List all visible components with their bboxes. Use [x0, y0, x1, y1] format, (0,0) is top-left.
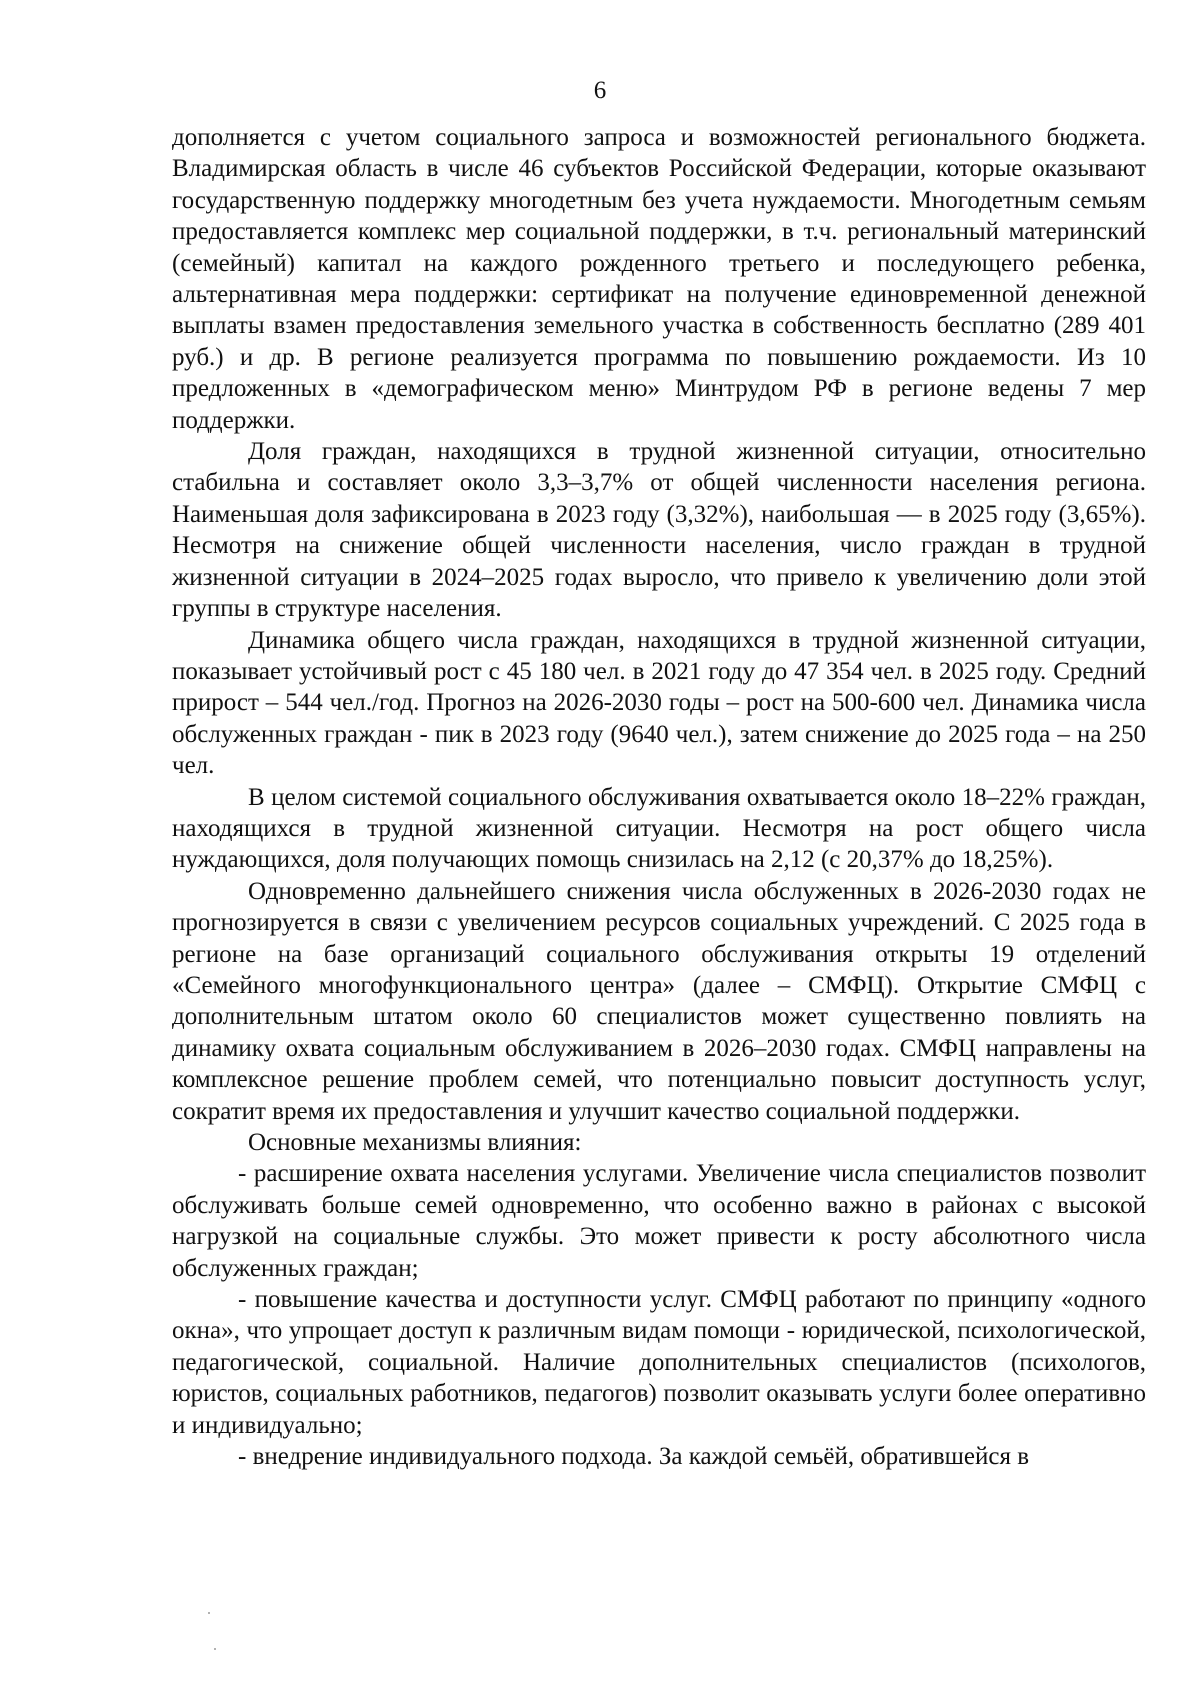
paragraph-1: дополняется с учетом социального запроса и возможностей регионального бюджета. Владимирская область в числе 46 субъектов Российской Федерации, которые оказывают государственную поддержку многодетным без учета нуждаемости. Многодетным семьям предоставляется комплекс мер социальной поддержки, в т.ч. региональный материнский (семейный) капитал на каждого рожденного третьего и последующего ребенка, альтернативная мера поддержки: сертификат на получение единовременной денежной выплаты взамен предоставления земельного участка в собственность бесплатно (289 401 руб.) и др. В регионе реализуется программа по повышению рождаемости. Из 10 предложенных в «демографическом меню» Минтрудом РФ в регионе ведены 7 мер поддержки. [172, 124, 1146, 434]
document-body [172, 122, 1146, 1472]
mechanism-item-1: - расширение охвата населения услугами. Увеличение числа специалистов позволит обслуживать больше семей одновременно, что особенно важно в районах с высокой нагрузкой на социальные службы. Это может привести к росту абсолютного числа обслуженных граждан; [172, 1160, 1146, 1282]
paragraph-2: Доля граждан, находящихся в трудной жизненной ситуации, относительно стабильна и составляет около 3,3–3,7% от общей численности населения региона. Наименьшая доля зафиксирована в 2023 году (3,32%), наибольшая — в 2025 году (3,65%). Несмотря на снижение общей численности населения, число граждан в трудной жизненной ситуации в 2024–2025 годах выросло, что привело к увеличению доли этой группы в структуре населения. [172, 438, 1146, 623]
mechanism-item-3: - внедрение индивидуального подхода. За каждой семьёй, обратившейся в [238, 1443, 1030, 1471]
scan-speck [214, 1648, 216, 1650]
paragraph-5: Одновременно дальнейшего снижения числа обслуженных в 2026-2030 годах не прогнозируется в связи с увеличением ресурсов социальных учреждений. С 2025 года в регионе на базе организаций социального обслуживания открыты 19 отделений «Семейного многофункционального центра» (далее – СМФЦ). Открытие СМФЦ с дополнительным штатом около 60 специалистов может существенно повлиять на динамику охвата социальным обслуживанием в 2026–2030 годах. СМФЦ направлены на комплексное решение проблем семей, что потенциально повысит доступность услуг, сократит время их предоставления и улучшит качество социальной поддержки. [172, 877, 1146, 1125]
page-number: 6 [593, 77, 607, 104]
mechanisms-heading: Основные механизмы влияния: [248, 1129, 582, 1156]
paragraph-3: Динамика общего числа граждан, находящихся в трудной жизненной ситуации, показывает устойчивый рост с 45 180 чел. в 2021 году до 47 354 чел. в 2025 году. Средний прирост – 544 чел./год. Прогноз на 2026-2030 годы – рост на 500-600 чел. Динамика числа обслуженных граждан - пик в 2023 году (9640 чел.), затем снижение до 2025 года – на 250 чел. [172, 626, 1146, 780]
mechanism-item-2: - повышение качества и доступности услуг. СМФЦ работают по принципу «одного окна», что упрощает доступ к различным видам помощи - юридической, психологической, педагогической, социальной. Наличие дополнительных специалистов (психологов, юристов, социальных работников, педагогов) позволит оказывать услуги более оперативно и индивидуально; [172, 1286, 1146, 1439]
scan-speck [208, 1612, 210, 1614]
paragraph-4: В целом системой социального обслуживания охватывается около 18–22% граждан, находящихся в трудной жизненной ситуации. Несмотря на рост общего числа нуждающихся, доля получающих помощь снизилась на 2,12 (с 20,37% до 18,25%). [172, 783, 1146, 874]
